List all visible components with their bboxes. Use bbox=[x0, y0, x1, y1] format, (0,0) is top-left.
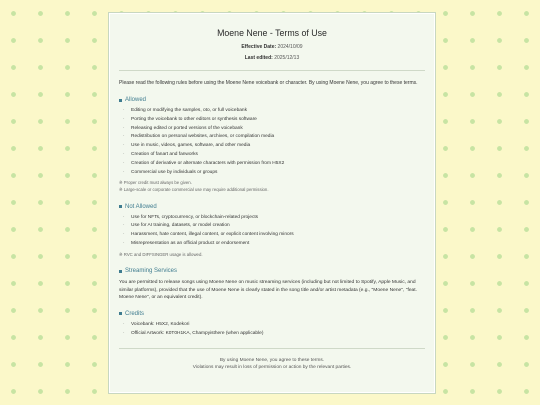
edited-date-value: 2025/12/13 bbox=[274, 55, 300, 61]
not-allowed-note: ※ RVC and DIFFSINGER usage is allowed. bbox=[119, 251, 203, 257]
allowed-heading bbox=[119, 97, 425, 103]
terms-card bbox=[108, 12, 436, 394]
divider bbox=[119, 70, 425, 71]
list-item: · Editing or modifying the samples, oto, or full voicebank bbox=[129, 107, 425, 116]
section-bullet-icon bbox=[119, 99, 122, 102]
not-allowed-heading bbox=[119, 204, 425, 210]
section-bullet-icon bbox=[119, 270, 122, 273]
list-item: · Creation of derivative or alternate characters with permission from H5X2 bbox=[129, 160, 425, 169]
streaming-text: You are permitted to release songs using Moene Nene on music streaming services (including but not limited to Spotify, Apple Music, and similar platforms), provided that the use of Moene Nene is clearly stated in the song title and/or artist metadata (e.g., "Moene Nene", "feat. Moene Nene", or an equivalent credit). bbox=[119, 280, 417, 300]
intro-text: Please read the following rules before using the Moene Nene voicebank or character. By using Moene Nene, you agree to these terms. bbox=[119, 80, 418, 86]
credits-heading-label: Credits bbox=[125, 310, 145, 317]
credits-list bbox=[119, 321, 425, 339]
page-title: Moene Nene - Terms of Use bbox=[217, 28, 327, 38]
list-item: · Use for NFTs, cryptocurrency, or blockchain-related projects bbox=[129, 214, 425, 223]
list-item: · Releasing edited or ported versions of the voicebank bbox=[129, 125, 425, 134]
allowed-heading-label: Allowed bbox=[125, 97, 147, 103]
effective-date-value: 2024/10/09 bbox=[277, 44, 303, 50]
footer-line: Violations may result in loss of permission or action by the relevant parties. bbox=[192, 364, 352, 370]
section-bullet-icon bbox=[119, 312, 122, 315]
streaming-heading bbox=[119, 268, 425, 274]
list-item: · Redistribution on personal websites, archives, or compilation media bbox=[129, 133, 425, 142]
list-item: · Official Artwork: K0T0H1KA, Champyisthere (when applicable) bbox=[129, 330, 425, 339]
list-item: · Voicebank: H5X2, Kodekori bbox=[129, 321, 425, 330]
footer-line: By using Moene Nene, you agree to these terms. bbox=[219, 357, 325, 363]
list-item: · Commercial use by individuals or groups bbox=[129, 169, 425, 178]
list-item: · Use for AI training, datasets, or model creation bbox=[129, 222, 425, 231]
allowed-list bbox=[119, 107, 425, 177]
section-bullet-icon bbox=[119, 205, 122, 208]
effective-date-label: Effective Date: bbox=[241, 44, 277, 50]
streaming-heading-label: Streaming Services bbox=[125, 268, 178, 275]
not-allowed-list bbox=[119, 214, 425, 249]
list-item: · Use in music, videos, games, software, and other media bbox=[129, 142, 425, 151]
edited-date-label: Last edited: bbox=[244, 55, 273, 61]
credits-heading bbox=[119, 311, 425, 317]
effective-date-line bbox=[119, 44, 425, 50]
list-item: · Porting the voicebank to other editors or synthesis software bbox=[129, 116, 425, 125]
allowed-note: ※ Large-scale or corporate commercial use may require additional permission. bbox=[119, 186, 269, 192]
divider bbox=[119, 348, 425, 349]
allowed-note: ※ Proper credit must always be given. bbox=[119, 180, 192, 186]
list-item: · Creation of fanart and fanworks bbox=[129, 151, 425, 160]
list-item: · Misrepresentation as an official product or endorsement bbox=[129, 240, 425, 249]
list-item: · Harassment, hate content, illegal content, or explicit content involving minors bbox=[129, 231, 425, 240]
edited-date-line bbox=[119, 55, 425, 61]
footer bbox=[119, 357, 425, 371]
not-allowed-heading-label: Not Allowed bbox=[125, 203, 157, 210]
